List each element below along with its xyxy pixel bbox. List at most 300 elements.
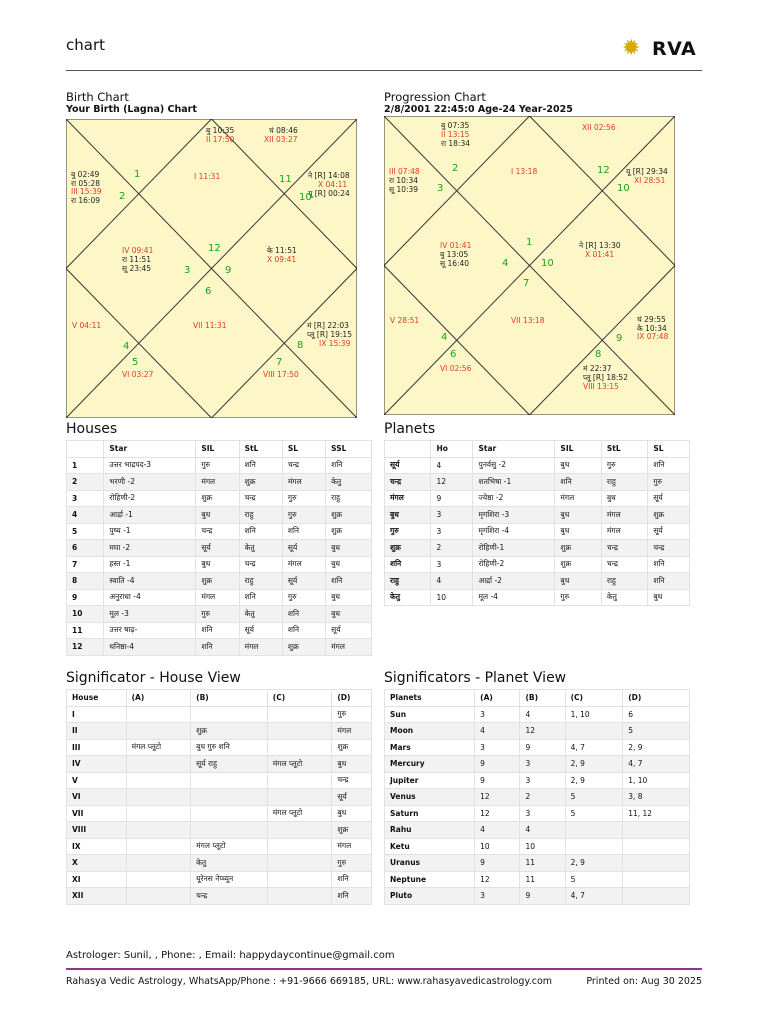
table-cell: 2, 9 [565, 756, 623, 773]
table-row [385, 540, 690, 557]
table-cell: राहु [385, 573, 431, 590]
table-cell: मंगल [601, 523, 647, 540]
table-cell: शनि [648, 556, 690, 573]
astrologer-info: Astrologer: Sunil, , Phone: , Email: happydaycontinue@gmail.com [66, 950, 395, 961]
table-cell: VI [67, 789, 127, 806]
house-number: 1 [134, 169, 141, 180]
table-cell: पुनर्वसु -2 [473, 457, 555, 474]
table-cell: चन्द्र [601, 556, 647, 573]
column-header: StL [601, 441, 647, 458]
table-cell: 3 [67, 490, 104, 507]
table-cell: शुक्र [326, 523, 372, 540]
house-number: 10 [299, 192, 312, 203]
table-cell: आर्द्रा -1 [104, 507, 196, 524]
table-cell: बुध [326, 589, 372, 606]
table-cell: 9 [431, 490, 473, 507]
house-number: 6 [450, 349, 457, 360]
table-cell: 3 [431, 507, 473, 524]
house-number: 3 [184, 265, 191, 276]
chart-planet-label: II 13:15 [441, 130, 470, 139]
table-row [67, 573, 372, 590]
table-cell: बुध [196, 556, 239, 573]
table-row [385, 589, 690, 606]
table-cell: 2, 9 [565, 855, 623, 872]
table-cell: 12 [431, 474, 473, 491]
chart-planet-label: II 17:50 [206, 135, 235, 144]
table-cell: 3 [475, 739, 520, 756]
table-cell: 12 [475, 789, 520, 806]
table-row [67, 474, 372, 491]
table-cell: मंगल [282, 474, 325, 491]
table-cell: गुरु [282, 507, 325, 524]
table-cell: स्वाति -4 [104, 573, 196, 590]
table-cell [267, 838, 332, 855]
table-row [67, 756, 372, 773]
table-cell [126, 723, 191, 740]
table-cell: II [67, 723, 127, 740]
house-number: 5 [132, 357, 139, 368]
table-cell: चन्द्र [196, 523, 239, 540]
column-header: Ho [431, 441, 473, 458]
table-cell: शनि [196, 622, 239, 639]
table-cell: IV [67, 756, 127, 773]
table-cell [267, 789, 332, 806]
progression-chart-subtitle: 2/8/2001 22:45:0 Age-24 Year-2025 [384, 104, 573, 115]
table-cell: 4, 7 [623, 756, 690, 773]
chart-planet-label: ने [R] 13:30 [579, 241, 621, 250]
chart-planet-label: यू [R] 00:24 [308, 189, 350, 198]
table-cell: 9 [67, 589, 104, 606]
table-row [67, 838, 372, 855]
table-row [67, 556, 372, 573]
table-cell: बुध [326, 606, 372, 623]
table-cell: शुक्र [196, 573, 239, 590]
table-cell: 11 [67, 622, 104, 639]
table-cell: शुक्र [332, 822, 372, 839]
table-cell: सूर्य [282, 540, 325, 557]
table-cell: मृगशिरा -3 [473, 507, 555, 524]
table-row [67, 772, 372, 789]
significator-house-heading: Significator - House View [66, 670, 241, 686]
table-cell [191, 706, 268, 723]
table-cell: 9 [475, 772, 520, 789]
table-cell: सूर्य [648, 490, 690, 507]
table-cell [126, 756, 191, 773]
table-cell: गुरु [385, 523, 431, 540]
table-cell: गुरु [555, 589, 601, 606]
house-number: 12 [597, 165, 610, 176]
column-header [385, 441, 431, 458]
table-cell: मंगल [555, 490, 601, 507]
chart-planet-label: IV 09:41 [122, 246, 154, 255]
table-cell: शनि [648, 573, 690, 590]
chart-planet-label: VII 11:31 [193, 321, 227, 330]
table-cell [623, 838, 690, 855]
table-cell: 5 [565, 789, 623, 806]
table-header-row [67, 690, 372, 707]
table-cell: शुक्र [385, 540, 431, 557]
table-cell: शुक्र [239, 474, 282, 491]
table-cell: ज्येष्ठा -2 [473, 490, 555, 507]
table-cell: 4 [67, 507, 104, 524]
logo-text: RVA [652, 38, 697, 60]
table-cell: 4, 7 [565, 888, 623, 905]
table-cell: मृगशिरा -4 [473, 523, 555, 540]
chart-planet-label: चं 08:46 [269, 126, 298, 135]
table-cell: चन्द्र [282, 457, 325, 474]
table-cell: सूर्य [648, 523, 690, 540]
table-cell: 1 [67, 457, 104, 474]
table-row [385, 772, 690, 789]
table-cell: चन्द्र [648, 540, 690, 557]
chart-planet-label: बु 07:35 [441, 121, 470, 130]
table-cell: गुरु [332, 855, 372, 872]
table-cell: V [67, 772, 127, 789]
table-cell: सूर्य राहु [191, 756, 268, 773]
chart-planet-label: बु 02:49 रा 05:28 [71, 170, 101, 188]
table-cell: शनि [385, 556, 431, 573]
table-header-row [385, 441, 690, 458]
table-cell: 6 [67, 540, 104, 557]
table-cell [267, 888, 332, 905]
table-row [67, 639, 372, 656]
table-cell: Pluto [385, 888, 475, 905]
table-cell: 3 [520, 756, 565, 773]
house-number: 7 [276, 357, 283, 368]
chart-planet-label: बु 13:05 सू 16:40 [440, 250, 470, 268]
table-cell: 12 [520, 723, 565, 740]
table-cell: 2, 9 [623, 739, 690, 756]
column-header: Star [473, 441, 555, 458]
chart-planet-label: VI 03:27 [122, 370, 154, 379]
table-cell: Uranus [385, 855, 475, 872]
house-number: 10 [541, 258, 554, 269]
table-cell [267, 723, 332, 740]
table-cell: Mars [385, 739, 475, 756]
table-row [67, 888, 372, 905]
table-cell: शुक्र [191, 723, 268, 740]
table-cell: सूर्य [385, 457, 431, 474]
table-cell: मघा -2 [104, 540, 196, 557]
table-cell: बुध [332, 805, 372, 822]
table-cell [267, 706, 332, 723]
table-cell: 2 [431, 540, 473, 557]
table-row [385, 706, 690, 723]
table-row [67, 706, 372, 723]
table-cell: केतु [385, 589, 431, 606]
column-header: SL [282, 441, 325, 458]
table-cell [126, 772, 191, 789]
table-row [385, 871, 690, 888]
column-header [67, 441, 104, 458]
chart-planet-label: IX 07:48 [637, 332, 669, 341]
table-cell: 10 [520, 838, 565, 855]
table-cell: 11 [520, 871, 565, 888]
table-cell: 4 [431, 457, 473, 474]
table-cell: बुध [648, 589, 690, 606]
table-row [385, 756, 690, 773]
table-cell: 9 [520, 739, 565, 756]
table-row [385, 523, 690, 540]
table-cell: केतु [601, 589, 647, 606]
table-row [385, 490, 690, 507]
table-cell: Mercury [385, 756, 475, 773]
table-cell [126, 822, 191, 839]
house-number: 9 [616, 333, 623, 344]
table-row [67, 523, 372, 540]
chart-planet-label: मं [R] 22:03 प्लू [R] 19:15 [307, 321, 352, 339]
table-cell: 3 [520, 772, 565, 789]
table-cell: यूरेनस नेप्च्यून [191, 871, 268, 888]
table-cell: 3 [431, 523, 473, 540]
column-header: (C) [267, 690, 332, 707]
table-row [385, 838, 690, 855]
table-cell: शनि [282, 622, 325, 639]
table-cell: 2, 9 [565, 772, 623, 789]
chart-planet-label: IV 01:41 [440, 241, 472, 250]
table-cell: 12 [475, 805, 520, 822]
table-cell: रोहिणी-2 [104, 490, 196, 507]
table-cell: 5 [565, 805, 623, 822]
table-cell: VII [67, 805, 127, 822]
table-cell: 4 [431, 573, 473, 590]
table-cell: 5 [623, 723, 690, 740]
table-cell: 3 [520, 805, 565, 822]
table-cell: 7 [67, 556, 104, 573]
table-cell: बुध [555, 523, 601, 540]
table-cell: XII [67, 888, 127, 905]
chart-planet-label: I 11:31 [194, 172, 221, 181]
table-cell: 3 [475, 706, 520, 723]
table-cell [267, 772, 332, 789]
table-cell [191, 789, 268, 806]
table-cell: शनि [555, 474, 601, 491]
table-cell: अनुराधा -4 [104, 589, 196, 606]
planets-table [384, 440, 690, 606]
column-header: SSL [326, 441, 372, 458]
house-number: 8 [297, 340, 304, 351]
chart-planet-label: चं 29:55 के 10:34 [637, 315, 667, 333]
table-row [385, 855, 690, 872]
table-cell: 4 [520, 706, 565, 723]
table-cell: शनि [282, 606, 325, 623]
table-cell: शनि [332, 871, 372, 888]
table-cell: शनि [326, 573, 372, 590]
chart-planet-label: बु 10:35 [206, 126, 235, 135]
table-cell: चन्द्र [191, 888, 268, 905]
table-cell [126, 805, 191, 822]
table-cell: Saturn [385, 805, 475, 822]
table-row [67, 457, 372, 474]
table-cell: मंगल [601, 507, 647, 524]
house-number: 4 [441, 332, 448, 343]
table-cell [126, 855, 191, 872]
table-cell: III [67, 739, 127, 756]
table-row [385, 556, 690, 573]
table-cell: मंगल [332, 838, 372, 855]
planets-heading: Planets [384, 421, 436, 437]
table-cell: सूर्य [239, 622, 282, 639]
table-cell: X [67, 855, 127, 872]
table-row [67, 871, 372, 888]
table-cell: 11, 12 [623, 805, 690, 822]
table-cell: मंगल [282, 556, 325, 573]
table-cell: मंगल [196, 589, 239, 606]
table-cell: शनि [239, 457, 282, 474]
chart-planet-label: यू [R] 29:34 [626, 167, 668, 176]
brand-logo [622, 36, 697, 64]
column-header: (A) [475, 690, 520, 707]
table-cell: बुध [326, 540, 372, 557]
table-cell: XI [67, 871, 127, 888]
table-cell [623, 888, 690, 905]
table-cell: 8 [67, 573, 104, 590]
chart-planet-label: XII 02:56 [582, 123, 616, 132]
table-cell: मंगल प्लूटो [267, 805, 332, 822]
table-cell: 9 [475, 756, 520, 773]
table-cell [191, 805, 268, 822]
table-cell: रोहिणी-1 [473, 540, 555, 557]
significator-planet-table [384, 689, 690, 905]
table-cell: गुरु [282, 490, 325, 507]
table-row [385, 805, 690, 822]
table-cell: 4 [520, 822, 565, 839]
table-cell: शुक्र [555, 556, 601, 573]
chart-planet-label: रा 18:34 [441, 139, 471, 148]
table-cell: मंगल प्लूटो [267, 756, 332, 773]
table-cell: चन्द्र [239, 556, 282, 573]
table-cell: शुक्र [282, 639, 325, 656]
table-cell [565, 723, 623, 740]
table-cell: चन्द्र [601, 540, 647, 557]
table-cell: 10 [431, 589, 473, 606]
table-cell: 1, 10 [623, 772, 690, 789]
table-row [67, 606, 372, 623]
houses-table [66, 440, 372, 656]
column-header: (B) [191, 690, 268, 707]
table-row [385, 507, 690, 524]
table-cell: चन्द्र [332, 772, 372, 789]
house-number: 11 [279, 174, 292, 185]
table-cell: केतु [326, 474, 372, 491]
house-number: 7 [523, 278, 530, 289]
table-cell: मंगल [385, 490, 431, 507]
birth-chart-subtitle: Your Birth (Lagna) Chart [66, 104, 197, 115]
column-header: (D) [623, 690, 690, 707]
table-cell: 12 [475, 871, 520, 888]
table-cell: सूर्य [282, 573, 325, 590]
table-cell [623, 855, 690, 872]
table-cell: गुरु [601, 457, 647, 474]
chart-planet-label: III 07:48 [389, 167, 420, 176]
house-number: 12 [208, 243, 221, 254]
table-cell: केतु [239, 540, 282, 557]
table-cell: राहु [601, 573, 647, 590]
table-cell: 1, 10 [565, 706, 623, 723]
footer-divider [66, 968, 702, 970]
table-cell: चन्द्र [385, 474, 431, 491]
column-header: House [67, 690, 127, 707]
table-cell: गुरु [196, 457, 239, 474]
table-cell: बुध [601, 490, 647, 507]
table-cell [126, 871, 191, 888]
table-cell: 3 [475, 888, 520, 905]
table-cell: Ketu [385, 838, 475, 855]
table-cell: मूल -3 [104, 606, 196, 623]
table-cell: 10 [475, 838, 520, 855]
table-cell: मंगल प्लूटो [126, 739, 191, 756]
chart-grid [384, 116, 675, 415]
table-cell: बुध [385, 507, 431, 524]
table-cell: शुक्र [196, 490, 239, 507]
table-cell: Rahu [385, 822, 475, 839]
table-cell [267, 822, 332, 839]
column-header: StL [239, 441, 282, 458]
house-number: 2 [452, 163, 459, 174]
house-number: 3 [437, 183, 444, 194]
chart-planet-label: V 04:11 [72, 321, 102, 330]
table-cell [191, 822, 268, 839]
table-cell: रोहिणी-2 [473, 556, 555, 573]
table-cell: शनि [332, 888, 372, 905]
table-cell: राहु [326, 490, 372, 507]
house-number: 4 [123, 341, 130, 352]
house-number: 2 [119, 191, 126, 202]
table-row [385, 573, 690, 590]
table-cell [126, 888, 191, 905]
page-title: chart [66, 36, 105, 54]
table-cell [191, 772, 268, 789]
table-cell: Jupiter [385, 772, 475, 789]
table-row [67, 622, 372, 639]
table-cell [565, 838, 623, 855]
table-row [67, 589, 372, 606]
table-cell [267, 739, 332, 756]
table-cell: बुध गुरु शनि [191, 739, 268, 756]
table-cell: सूर्य [326, 622, 372, 639]
table-cell: 9 [520, 888, 565, 905]
table-cell: केतु [239, 606, 282, 623]
chart-planet-label: रा 10:34 सू 10:39 [389, 176, 419, 194]
progression-chart-title: Progression Chart [384, 90, 486, 104]
table-cell [565, 822, 623, 839]
table-cell: मंगल [326, 639, 372, 656]
table-cell: राहु [239, 573, 282, 590]
table-cell: शनि [282, 523, 325, 540]
table-cell: बुध [332, 756, 372, 773]
chart-planet-label: मं 22:37 प्लू [R] 18:52 [583, 364, 628, 382]
table-row [67, 540, 372, 557]
table-cell: केतु [191, 855, 268, 872]
table-cell: बुध [555, 507, 601, 524]
company-info: Rahasya Vedic Astrology, WhatsApp/Phone : +91-9666 669185, URL: www.rahasyavedicastrology.com [66, 976, 553, 987]
table-cell: Venus [385, 789, 475, 806]
table-cell: शनि [326, 457, 372, 474]
table-cell: मंगल [196, 474, 239, 491]
table-cell: शनि [239, 523, 282, 540]
table-row [385, 789, 690, 806]
table-cell: 2 [67, 474, 104, 491]
table-cell: चन्द्र [239, 490, 282, 507]
table-cell: शुक्र [326, 507, 372, 524]
table-cell: मंगल [332, 723, 372, 740]
table-cell: शतभिषा -1 [473, 474, 555, 491]
table-cell: गुरु [282, 589, 325, 606]
header-divider [66, 70, 702, 71]
table-cell [267, 855, 332, 872]
chart-planet-label: XI 28:51 [634, 176, 666, 185]
table-row [385, 822, 690, 839]
